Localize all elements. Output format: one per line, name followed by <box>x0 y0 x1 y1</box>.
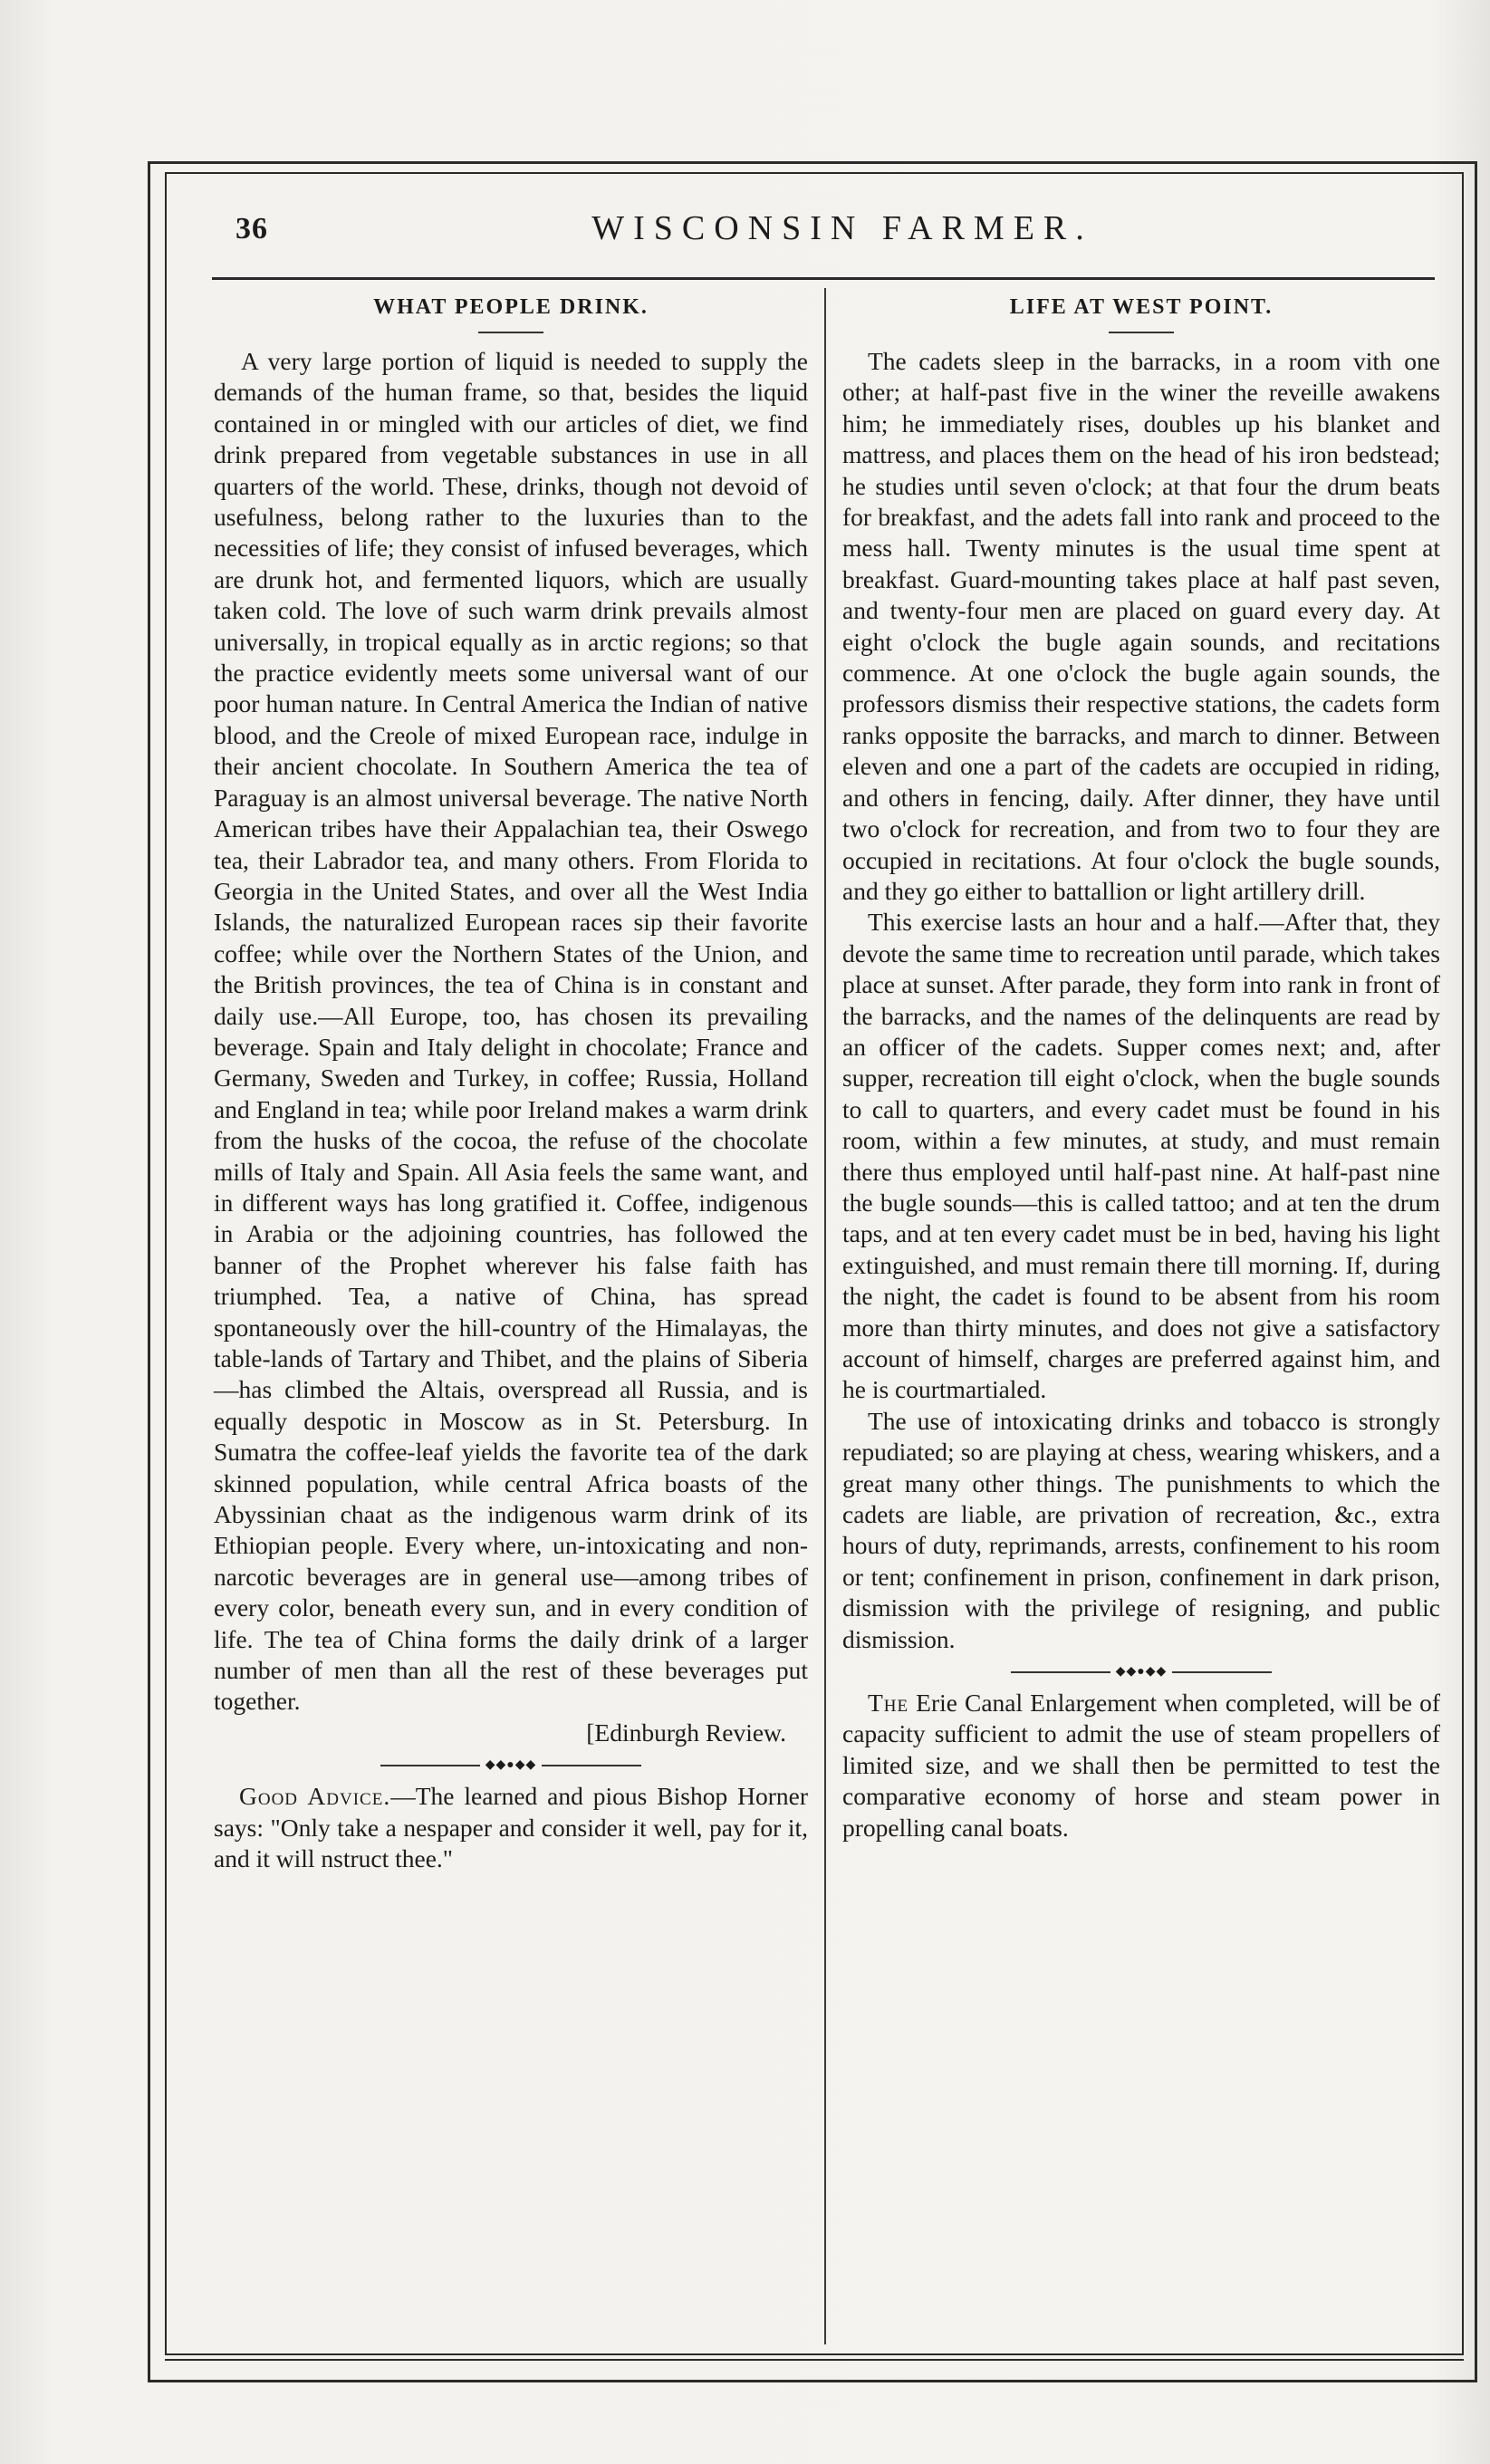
west-point-paragraph-3: The use of intoxicating drinks and tobacco is strongly repudiated; so are playing at chess, wearing whiskers, and a great many other things. The punishments to which the cadets are liable, are privation of recreation, &c., extra hours of duty, reprimands, arrests, confinement to his room or tent; confinement in prison, confinement in dark prison, dismission with the privilege of resigning, and public dismission. <box>842 1406 1440 1653</box>
separator-line <box>380 1765 480 1766</box>
page-number: 36 <box>236 212 268 245</box>
article-title-what-people-drink: WHAT PEOPLE DRINK. <box>373 295 649 319</box>
good-advice-body: —The learned and pious Bishop Horner says: "Only take a nespaper and consider it well, pay for it, and it will nstruct thee." <box>214 1782 808 1873</box>
separator-line <box>1011 1671 1110 1673</box>
erie-canal-body: Erie Canal Enlargement when completed, will be of capacity sufficient to admit the use of steam propellers of limited size, and we shall then be permitted to test the comparative economy of horse and steam power in propelling canal boats. <box>842 1689 1440 1842</box>
column-divider <box>824 288 826 2344</box>
right-column <box>842 288 1440 1843</box>
masthead-title: WISCONSIN FARMER. <box>591 209 1093 247</box>
separator-ornament: ◆◆●◆◆ <box>1115 1665 1168 1680</box>
west-point-paragraph-1: The cadets sleep in the barracks, in a room vith one other; at half-past five in the winer the reveille awakens him; he immediately rises, doubles up his blanket and mattress, and places them on the head of his iron bedstead; he studies until seven o'clock; at that four the drum beats for breakfast, and the adets fall into rank and proceed to the mess hall. Twenty minutes is the usual time spent at breakfast. Guard-mounting takes place at half past seven, and twenty-four men are placed on guard every day. At eight o'clock the bugle again sounds, and recitations commence. At one o'clock the bugle again sounds, the professors dismiss their respective stations, the cadets form ranks opposite the barracks, and march to dinner. Between eleven and one a part of the cadets are occupied in riding, and others in fencing, daily. After dinner, they have until two o'clock for recreation, and from two to four they are occupied in recitations. At four o'clock the bugle sounds, and they go either to battallion or light artillery drill. <box>842 347 1440 905</box>
good-advice-paragraph <box>214 1781 808 1874</box>
good-advice-lead: Good Advice. <box>239 1782 391 1811</box>
header-rule <box>212 277 1435 280</box>
article-source: [Edinburgh Review. <box>586 1718 786 1747</box>
section-separator <box>214 1754 808 1777</box>
west-point-paragraph-2: This exercise lasts an hour and a half.—After that, they devote the same time to recreation until parade, which takes place at sunset. After parade, they form into rank in front of the barracks, and the names of the delinquents are read by an officer of the cadets. Supper comes next; and, after supper, recreation till eight o'clock, when the bugle sounds to call to quarters, and every cadet must be found in his room, within a few minutes, at study, and must remain there thus employed until half-past nine. At half-past nine the bugle sounds—this is called tattoo; and at ten the drum taps, and at ten every cadet must be in bed, having his light extinguished, and must remain there till morning. If, during the night, the cadet is found to be absent from his room more than thirty minutes, and does not give a satisfactory account of himself, charges are preferred against him, and he is courtmartialed. <box>842 908 1440 1404</box>
erie-canal-lead: The <box>868 1689 909 1718</box>
page-header <box>172 201 1458 265</box>
section-separator <box>842 1660 1440 1684</box>
article-title-life-at-west-point: LIFE AT WEST POINT. <box>1009 295 1274 319</box>
bottom-rule <box>165 2359 1464 2361</box>
title-rule <box>1109 332 1174 333</box>
erie-canal-paragraph <box>842 1688 1440 1843</box>
left-column <box>214 288 808 1875</box>
separator-line <box>542 1765 641 1766</box>
separator-ornament: ◆◆●◆◆ <box>485 1758 537 1773</box>
article-body-what-people-drink: A very large portion of liquid is needed to supply the demands of the human frame, so that, besides the liquid contained in or mingled with our articles of diet, we find drink prepared from vegetable substances in use in all quarters of the world. These, drinks, though not devoid of usefulness, belong rather to the luxuries than to the necessities of life; they consist of infused beverages, which are drunk hot, and fermented liquors, which are usually taken cold. The love of such warm drink prevails almost universally, in tropical equally as in arctic regions; so that the practice evidently meets some universal want of our poor human nature. In Central America the Indian of native blood, and the Creole of mixed European race, indulge in their ancient chocolate. In Southern America the tea of Paraguay is an almost universal beverage. The native North American tribes have their Appalachian tea, their Oswego tea, their Labrador tea, and many others. From Florida to Georgia in the United States, and over all the West India Islands, the naturalized European races sip their favorite coffee; while over the Northern States of the Union, and the British provinces, the tea of China is in constant and daily use.—All Europe, too, has chosen its prevailing beverage. Spain and Italy delight in chocolate; France and Germany, Sweden and Turkey, in coffee; Russia, Holland and England in tea; while poor Ireland makes a warm drink from the husks of the cocoa, the refuse of the chocolate mills of Italy and Spain. All Asia feels the same want, and in different ways has long gratified it. Coffee, indigenous in Arabia or the adjoining countries, has followed the banner of the Prophet wherever his false faith has triumphed. Tea, a native of China, has spread spontaneously over the hill-country of the Himalayas, the table-lands of Tartary and Thibet, and the plains of Siberia—has climbed the Altais, overspread all Russia, and is equally despotic in Moscow as in St. Petersburg. In Sumatra the coffee-leaf yields the favorite tea of the dark skinned population, while central Africa boasts of the Abyssinian chaat as the indigenous warm drink of its Ethiopian people. Every where, un-intoxicating and non-narcotic beverages are in general use—among tribes of every color, beneath every sun, and in every condition of life. The tea of China forms the daily drink of a larger number of men than all the rest of these beverages put together. <box>214 347 808 1716</box>
separator-line <box>1172 1671 1272 1673</box>
title-rule <box>478 332 543 333</box>
